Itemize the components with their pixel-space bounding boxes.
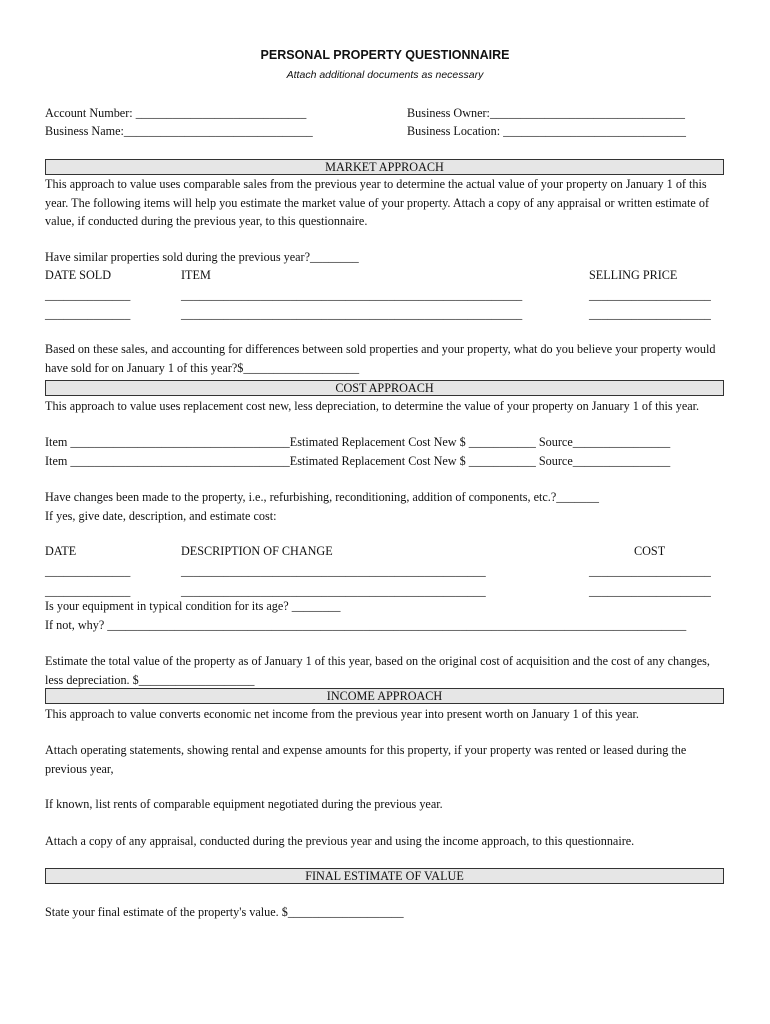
col-description-of-change: DESCRIPTION OF CHANGE: [181, 544, 333, 558]
operating-statements-instruction: Attach operating statements, showing rental and expense amounts for this property, if your property was rented or leased during the previous year,: [45, 743, 687, 776]
page-title: PERSONAL PROPERTY QUESTIONNAIRE: [260, 48, 510, 62]
change-description-blank[interactable]: __________________________________________________: [181, 584, 486, 598]
similar-sold-question[interactable]: Have similar properties sold during the previous year?________: [45, 250, 359, 264]
changes-instruction: If yes, give date, description, and estimate cost:: [45, 509, 277, 523]
col-item: ITEM: [181, 268, 211, 282]
final-estimate-heading: FINAL ESTIMATE OF VALUE: [45, 868, 724, 884]
final-estimate-statement[interactable]: State your final estimate of the property's value. $___________________: [45, 905, 404, 919]
income-approach-heading: INCOME APPROACH: [45, 688, 724, 704]
business-name-field[interactable]: Business Name:_______________________________: [45, 124, 313, 138]
sale-date-blank[interactable]: ______________: [45, 307, 131, 321]
income-approach-description: This approach to value converts economic net income from the previous year into present worth on January 1 of this year.: [45, 707, 639, 721]
sale-price-blank[interactable]: ____________________: [589, 288, 711, 302]
change-date-blank[interactable]: ______________: [45, 584, 131, 598]
col-selling-price: SELLING PRICE: [589, 268, 678, 282]
market-estimate-question[interactable]: Based on these sales, and accounting for differences between sold properties and your property, what do you believe your property would have sold for on January 1 of this year?$___________________: [45, 342, 716, 375]
change-cost-blank[interactable]: ____________________: [589, 564, 711, 578]
change-description-blank[interactable]: __________________________________________________: [181, 564, 486, 578]
col-date-sold: DATE SOLD: [45, 268, 112, 282]
market-approach-description: This approach to value uses comparable sales from the previous year to determine the actual value of your property on January 1 of this year. The following items will help you estimate the market value of your property. Attach a copy of any appraisal or written estimate of value, if conducted during the previous year, to this questionnaire.: [45, 177, 710, 228]
cost-approach-description: This approach to value uses replacement cost new, less depreciation, to determine the value of your property on January 1 of this year.: [45, 399, 700, 413]
condition-question[interactable]: Is your equipment in typical condition for its age? ________: [45, 599, 341, 613]
cost-item-line[interactable]: Item ____________________________________Estimated Replacement Cost New $ ___________ Source________________: [45, 454, 671, 468]
business-owner-field[interactable]: Business Owner:________________________________: [407, 106, 685, 120]
cost-estimate-question[interactable]: Estimate the total value of the property as of January 1 of this year, based on the original cost of acquisition and the cost of any changes, less depreciation. $___________________: [45, 654, 710, 687]
cost-item-line[interactable]: Item ____________________________________Estimated Replacement Cost New $ ___________ Source________________: [45, 435, 671, 449]
sale-price-blank[interactable]: ____________________: [589, 307, 711, 321]
cost-approach-heading: COST APPROACH: [45, 380, 724, 396]
change-date-blank[interactable]: ______________: [45, 564, 131, 578]
sale-item-blank[interactable]: ________________________________________________________: [181, 288, 523, 302]
account-number-field[interactable]: Account Number: ____________________________: [45, 106, 307, 120]
sale-item-blank[interactable]: ________________________________________________________: [181, 307, 523, 321]
col-date: DATE: [45, 544, 77, 558]
change-cost-blank[interactable]: ____________________: [589, 584, 711, 598]
market-approach-heading: MARKET APPROACH: [45, 159, 724, 175]
business-location-field[interactable]: Business Location: ______________________________: [407, 124, 686, 138]
changes-question[interactable]: Have changes been made to the property, i.e., refurbishing, reconditioning, addition of components, etc.?_______: [45, 490, 599, 504]
income-appraisal-instruction: Attach a copy of any appraisal, conducted during the previous year and using the income approach, to this questionnaire.: [45, 834, 635, 848]
condition-why[interactable]: If not, why? _______________________________________________________________________________________________: [45, 618, 687, 632]
col-cost: COST: [634, 544, 666, 558]
sale-date-blank[interactable]: ______________: [45, 288, 131, 302]
page-subtitle: Attach additional documents as necessary: [286, 69, 484, 81]
comparable-rents-instruction: If known, list rents of comparable equipment negotiated during the previous year.: [45, 797, 443, 811]
